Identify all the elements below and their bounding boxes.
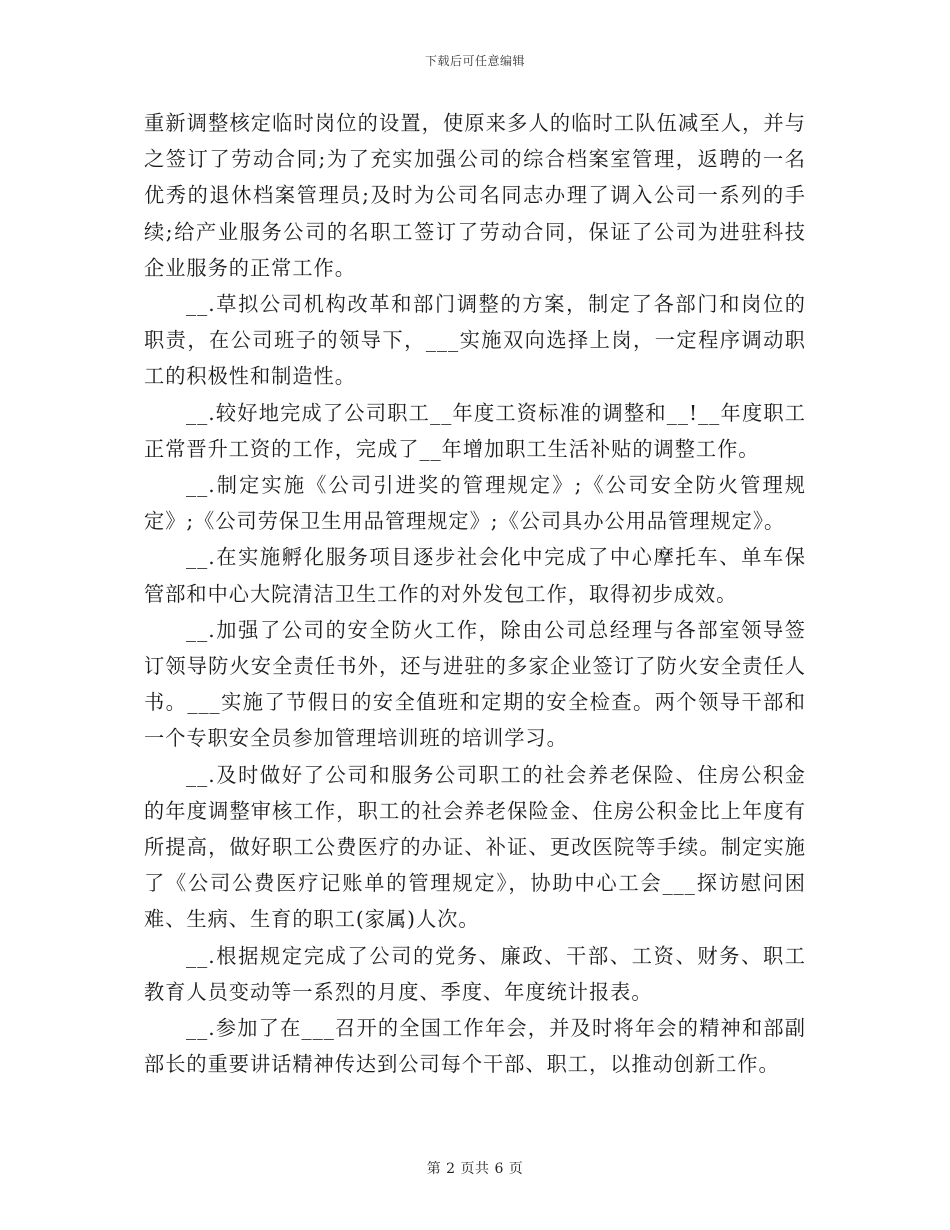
document-body xyxy=(144,105,806,1082)
paragraph-outsourcing: __.在实施孵化服务项目逐步社会化中完成了中心摩托车、单车保管部和中心大院清洁卫生工作的对外发包工作，取得初步成效。 xyxy=(144,545,806,606)
paragraph-restructuring: __.草拟公司机构改革和部门调整的方案，制定了各部门和岗位的职责，在公司班子的领导下，___实施双向选择上岗，一定程序调动职工的积极性和制造性。 xyxy=(144,292,806,389)
page-number: 第 2 页共 6 页 xyxy=(426,1161,524,1177)
paragraph-fire-safety: __.加强了公司的安全防火工作，除由公司总经理与各部室领导签订领导防火安全责任书外，还与进驻的多家企业签订了防火安全责任人书。___实施了节假日的安全值班和定期的安全检查。两个领导干部和一个专职安全员参加管理培训班的培训学习。 xyxy=(144,617,806,751)
paragraph-salary-adjustment: __.较好地完成了公司职工__年度工资标准的调整和__!__年度职工正常晋升工资的工作，完成了__年增加职工生活补贴的调整工作。 xyxy=(144,400,806,461)
paragraph-social-insurance: __.及时做好了公司和服务公司职工的社会养老保险、住房公积金的年度调整审核工作，职工的社会养老保险金、住房公积金比上年度有所提高，做好职工公费医疗的办证、补证、更改医院等手续。制定实施了《公司公费医疗记账单的管理规定》，协助中心工会___探访慰问困难、生病、生育的职工(家属)人次。 xyxy=(144,762,806,932)
page-header-note: 下载后可任意编辑 xyxy=(424,54,525,68)
paragraph-regulations: __.制定实施《公司引进奖的管理规定》;《公司安全防火管理规定》;《公司劳保卫生用品管理规定》;《公司具办公用品管理规定》。 xyxy=(144,473,806,534)
paragraph-continuation: 重新调整核定临时岗位的设置，使原来多人的临时工队伍减至人，并与之签订了劳动合同;为了充实加强公司的综合档案室管理，返聘的一名优秀的退休档案管理员;及时为公司名同志办理了调入公司一系列的手续;给产业服务公司的名职工签订了劳动合同，保证了公司为进驻科技企业服务的正常工作。 xyxy=(144,111,806,280)
paragraph-statistics: __.根据规定完成了公司的党务、廉政、干部、工资、财务、职工教育人员变动等一系烈的月度、季度、年度统计报表。 xyxy=(144,943,806,1004)
paragraph-annual-meeting: __.参加了在___召开的全国工作年会，并及时将年会的精神和部副部长的重要讲话精神传达到公司每个干部、职工，以推动创新工作。 xyxy=(144,1016,806,1077)
